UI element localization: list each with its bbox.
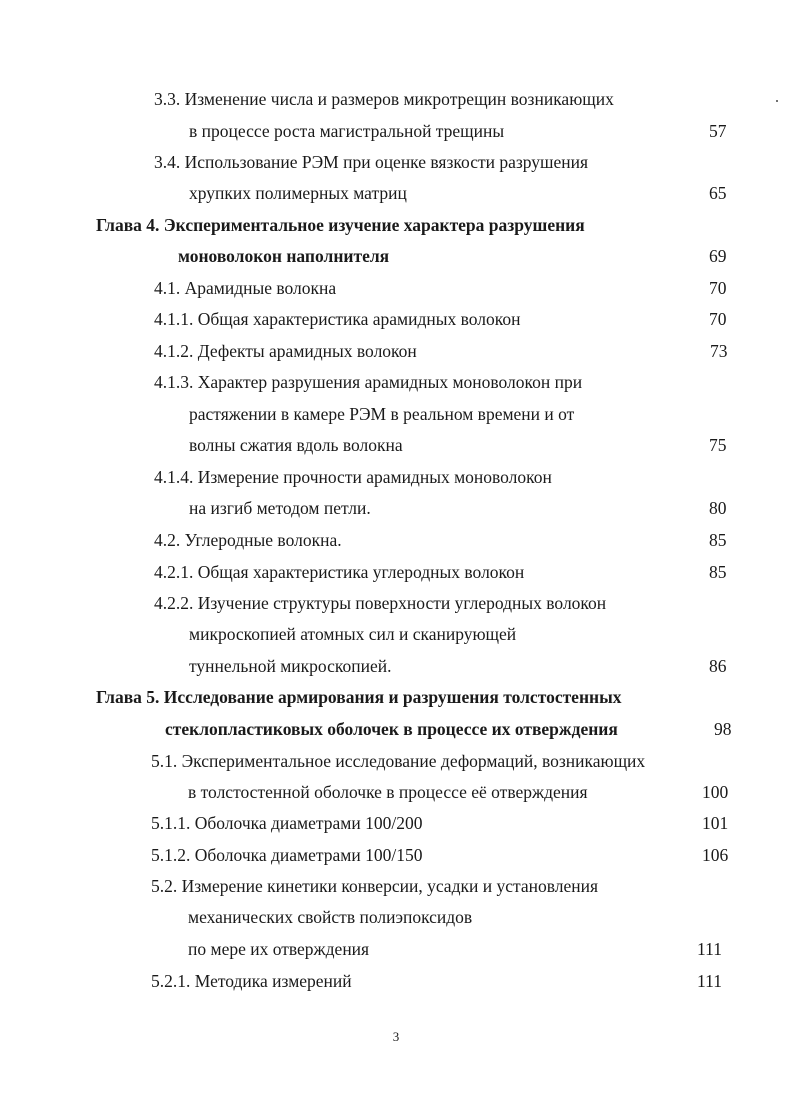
- toc-page-chapter-4: 69: [709, 246, 727, 266]
- toc-entry-4-1-4-cont: на изгиб методом петли.: [189, 498, 371, 518]
- toc-entry-5-1-2: 5.1.2. Оболочка диаметрами 100/150: [151, 845, 423, 865]
- toc-entry-4-2: 4.2. Углеродные волокна.: [154, 530, 342, 550]
- toc-page-4-1: 70: [709, 278, 727, 298]
- toc-entry-5-2: 5.2. Измерение кинетики конверсии, усадки и установления: [151, 876, 599, 896]
- toc-entry-5-1-1: 5.1.1. Оболочка диаметрами 100/200: [151, 813, 423, 833]
- toc-chapter-4-cont: моноволокон наполнителя: [178, 246, 390, 266]
- toc-entry-4-1-3-cont2: волны сжатия вдоль волокна: [189, 435, 403, 455]
- toc-page-4-1-1: 70: [709, 309, 727, 329]
- toc-page-4-2: 85: [709, 530, 727, 550]
- toc-entry-4-2-1: 4.2.1. Общая характеристика углеродных волокон: [154, 562, 525, 582]
- toc-entry-4-2-2: 4.2.2. Изучение структуры поверхности углеродных волокон: [154, 593, 607, 613]
- toc-chapter-4: Глава 4. Экспериментальное изучение характера разрушения: [96, 215, 585, 235]
- toc-chapter-5: Глава 5. Исследование армирования и разрушения толстостенных: [96, 687, 622, 707]
- toc-entry-5-2-cont1: механических свойств полиэпоксидов: [188, 907, 473, 927]
- toc-page-4-1-4: 80: [709, 498, 727, 518]
- toc-page-4-1-3: 75: [709, 435, 727, 455]
- toc-entry-4-1-2: 4.1.2. Дефекты арамидных волокон: [154, 341, 417, 361]
- toc-page-3-4: 65: [709, 183, 727, 203]
- toc-page-chapter-5: 98: [714, 719, 732, 739]
- toc-entry-4-1-3: 4.1.3. Характер разрушения арамидных моноволокон при: [154, 372, 583, 392]
- toc-entry-3-4-cont: хрупких полимерных матриц: [189, 183, 407, 203]
- page-number: 3: [392, 1029, 400, 1044]
- toc-entry-4-1-1: 4.1.1. Общая характеристика арамидных волокон: [154, 309, 521, 329]
- toc-page-5-1-2: 106: [702, 845, 729, 865]
- toc-page-5-2: 111: [697, 939, 722, 959]
- toc-entry-4-1: 4.1. Арамидные волокна: [154, 278, 337, 298]
- toc-page-4-2-2: 86: [709, 656, 727, 676]
- toc-entry-5-1-cont: в толстостенной оболочке в процессе её отверждения: [188, 782, 588, 802]
- toc-entry-3-4: 3.4. Использование РЭМ при оценке вязкости разрушения: [154, 152, 589, 172]
- toc-entry-3-3: 3.3. Изменение числа и размеров микротрещин возникающих: [154, 89, 614, 109]
- toc-page-5-2-1: 111: [697, 971, 722, 991]
- toc-entry-3-3-cont: в процессе роста магистральной трещины: [189, 121, 505, 141]
- toc-entry-4-1-3-cont1: растяжении в камере РЭМ в реальном времени и от: [189, 404, 575, 424]
- toc-entry-5-2-cont2: по мере их отверждения: [188, 939, 370, 959]
- toc-page-4-2-1: 85: [709, 562, 727, 582]
- toc-page-3-3: 57: [709, 121, 727, 141]
- scan-speck: [776, 100, 778, 102]
- toc-entry-5-2-1: 5.2.1. Методика измерений: [151, 971, 352, 991]
- toc-page-5-1-1: 101: [702, 813, 729, 833]
- toc-page-5-1: 100: [702, 782, 729, 802]
- toc-entry-4-1-4: 4.1.4. Измерение прочности арамидных моноволокон: [154, 467, 552, 487]
- toc-entry-4-2-2-cont1: микроскопией атомных сил и сканирующей: [189, 624, 517, 644]
- toc-entry-5-1: 5.1. Экспериментальное исследование деформаций, возникающих: [151, 751, 646, 771]
- toc-page-4-1-2: 73: [710, 341, 728, 361]
- toc-entry-4-2-2-cont2: туннельной микроскопией.: [189, 656, 392, 676]
- toc-chapter-5-cont: стеклопластиковых оболочек в процессе их отверждения: [165, 719, 618, 739]
